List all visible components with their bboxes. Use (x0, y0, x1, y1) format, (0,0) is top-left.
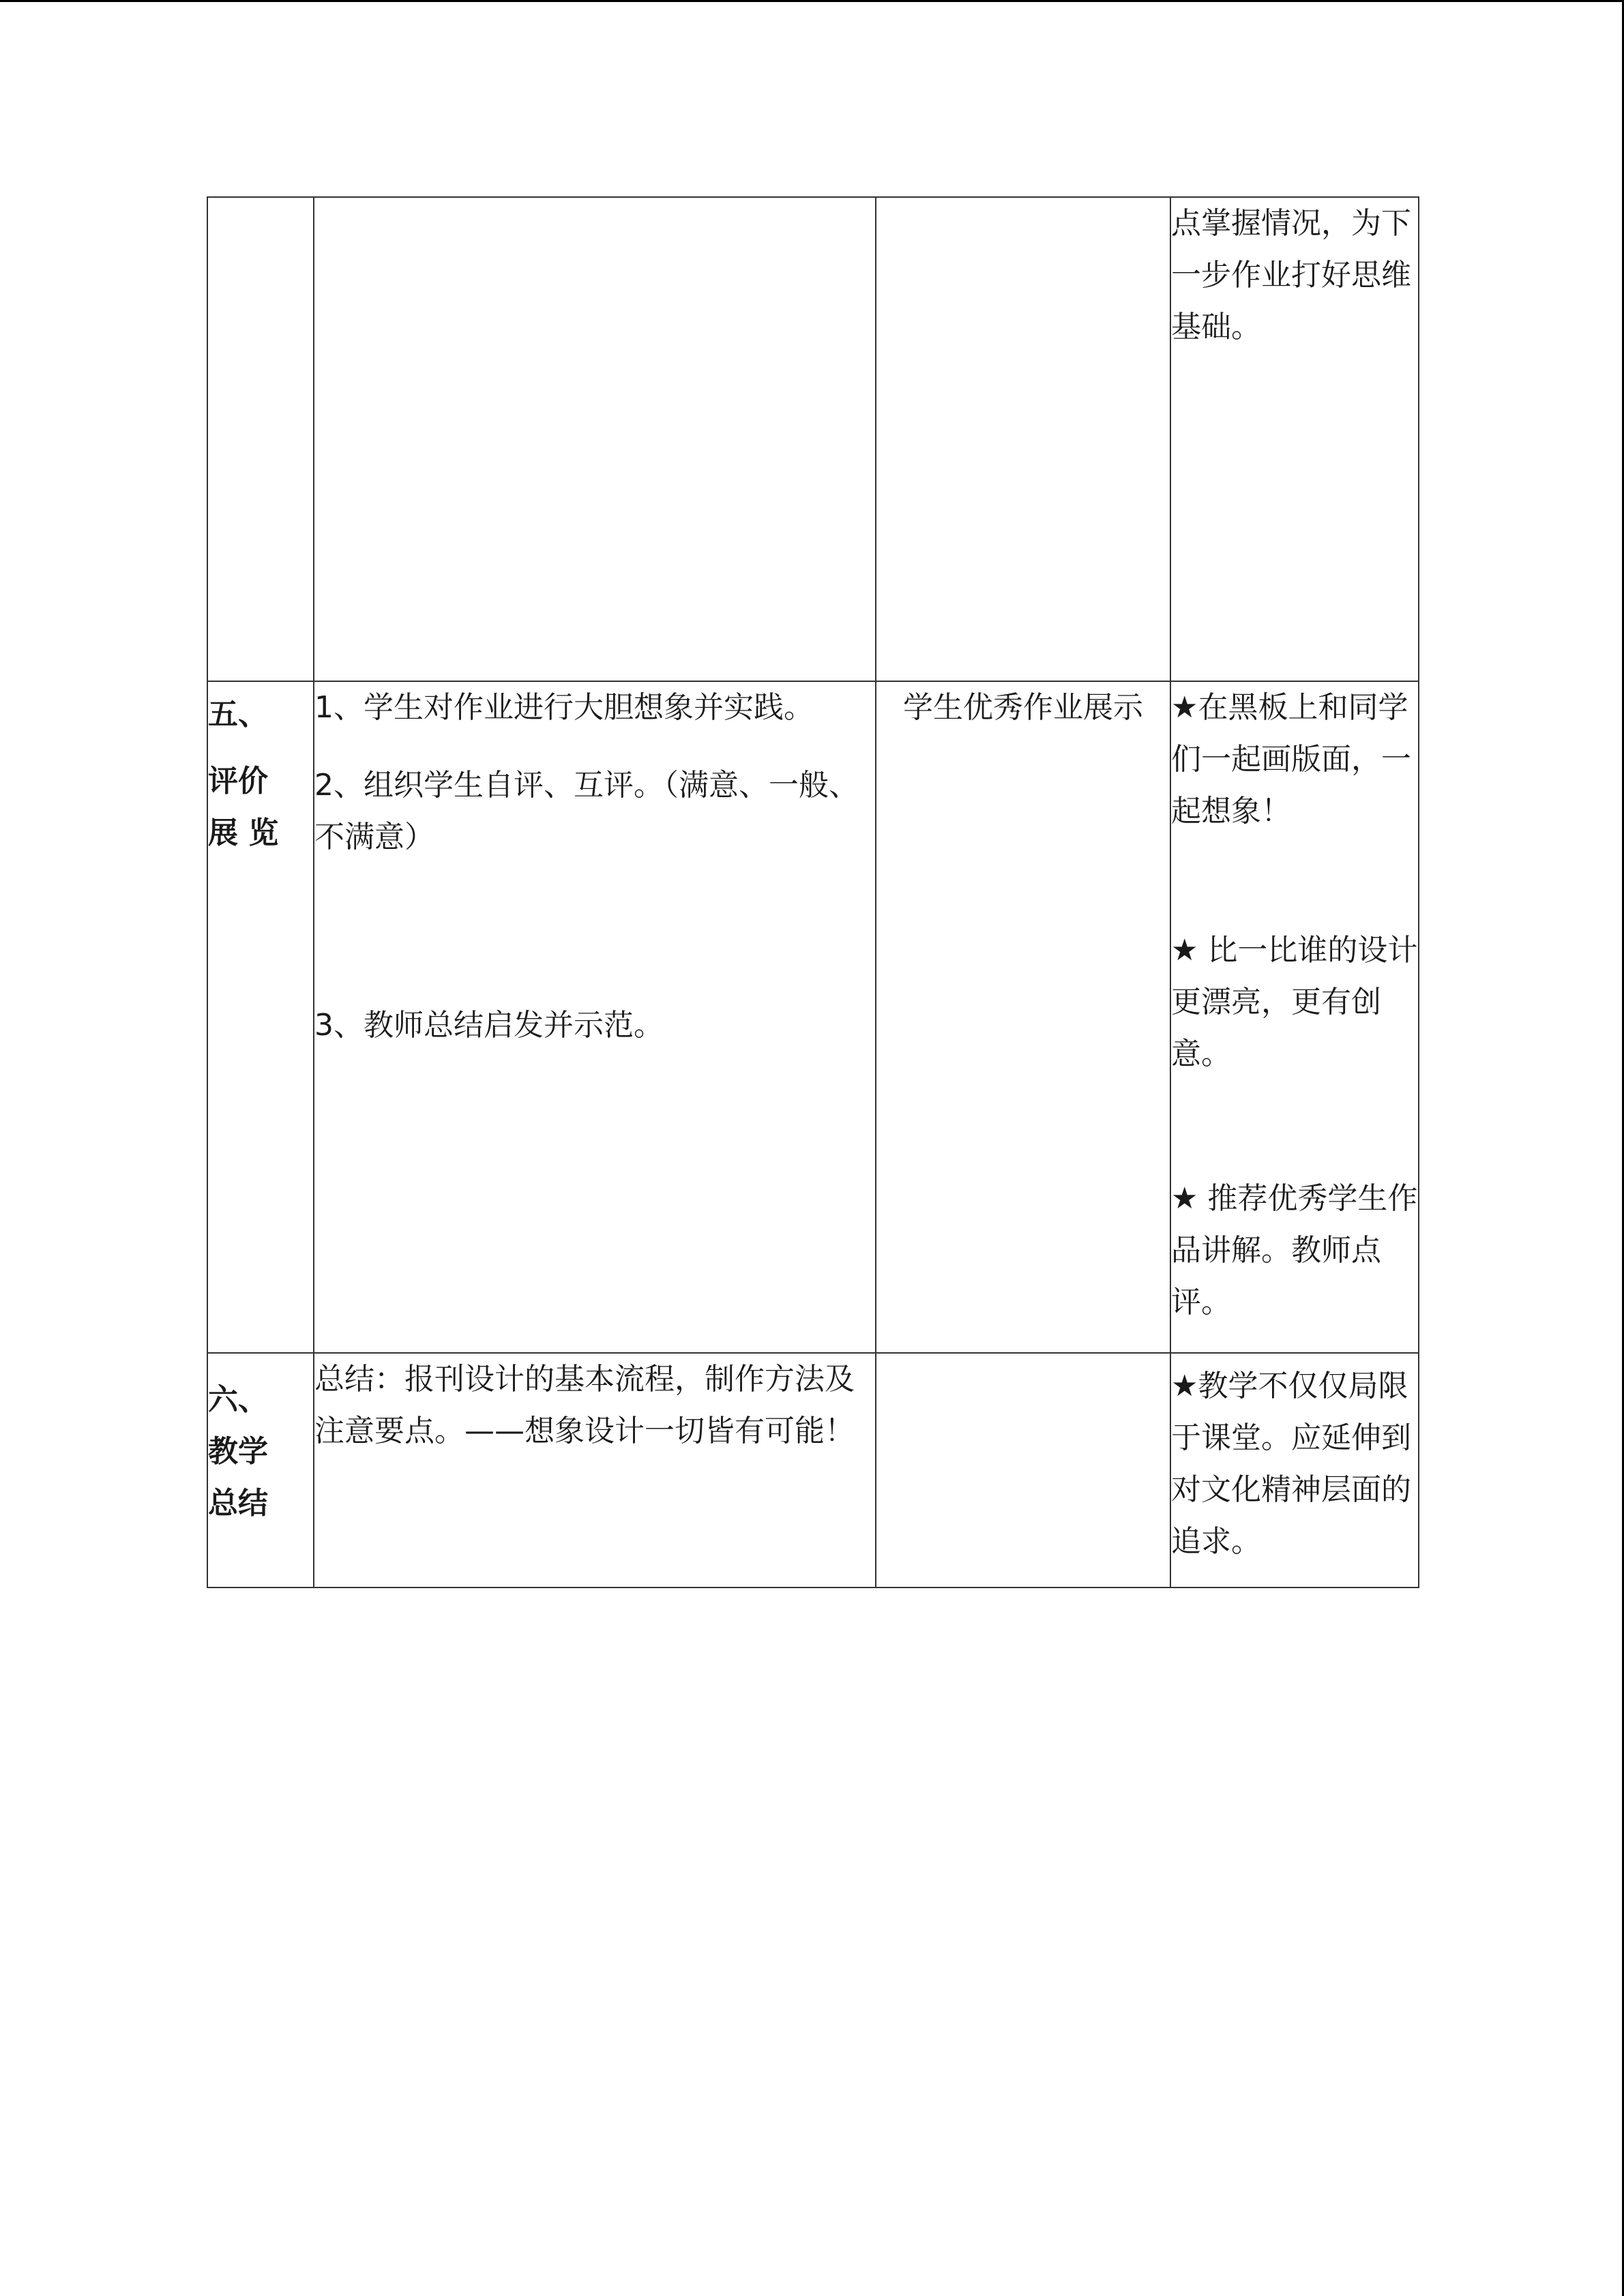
notes-cell (1170, 197, 1419, 681)
phase-cell (207, 1353, 314, 1587)
note-text: 点掌握情况，为下一步作业打好思维基础。 (1171, 206, 1411, 344)
note-text: ★教学不仅仅局限于课堂。应延伸到对文化精神层面的追求。 (1171, 1369, 1411, 1559)
table-row (207, 197, 1419, 681)
lesson-plan-table (207, 196, 1419, 1588)
phase-number: 五、 (208, 697, 268, 732)
activity-step: 1、学生对作业进行大胆想象并实践。 (314, 690, 814, 725)
table-row (207, 681, 1419, 1353)
note-text: ★在黑板上和同学们一起画版面，一起想象！ (1171, 690, 1411, 829)
activity-cell (314, 197, 876, 681)
notes-cell (1170, 681, 1419, 1353)
summary-text: 总结：报刊设计的基本流程，制作方法及注意要点。——想象设计一切皆有可能！ (314, 1362, 855, 1448)
phase-title-line: 展 览 (208, 816, 279, 850)
activity-cell (314, 681, 876, 1353)
phase-title-line: 教学 (208, 1434, 268, 1469)
phase-number: 六、 (208, 1382, 268, 1417)
activity-step: 3、教师总结启发并示范。 (314, 1008, 664, 1043)
display-cell (876, 1353, 1170, 1587)
table-row (207, 1353, 1419, 1587)
phase-cell (207, 197, 314, 681)
activity-cell (314, 1353, 876, 1587)
page-top-rule (0, 0, 1624, 2)
note-text: ★ 推荐优秀学生作品讲解。教师点评。 (1171, 1181, 1418, 1320)
display-cell (876, 197, 1170, 681)
display-text: 学生优秀作业展示 (903, 690, 1143, 725)
phase-title-line: 评价 (208, 764, 268, 799)
note-text: ★ 比一比谁的设计更漂亮，更有创意。 (1171, 933, 1418, 1071)
phase-title-line: 总结 (208, 1486, 268, 1521)
activity-step: 2、组织学生自评、互评。（满意、一般、不满意） (314, 768, 859, 854)
display-cell (876, 681, 1170, 1353)
phase-cell (207, 681, 314, 1353)
notes-cell (1170, 1353, 1419, 1587)
